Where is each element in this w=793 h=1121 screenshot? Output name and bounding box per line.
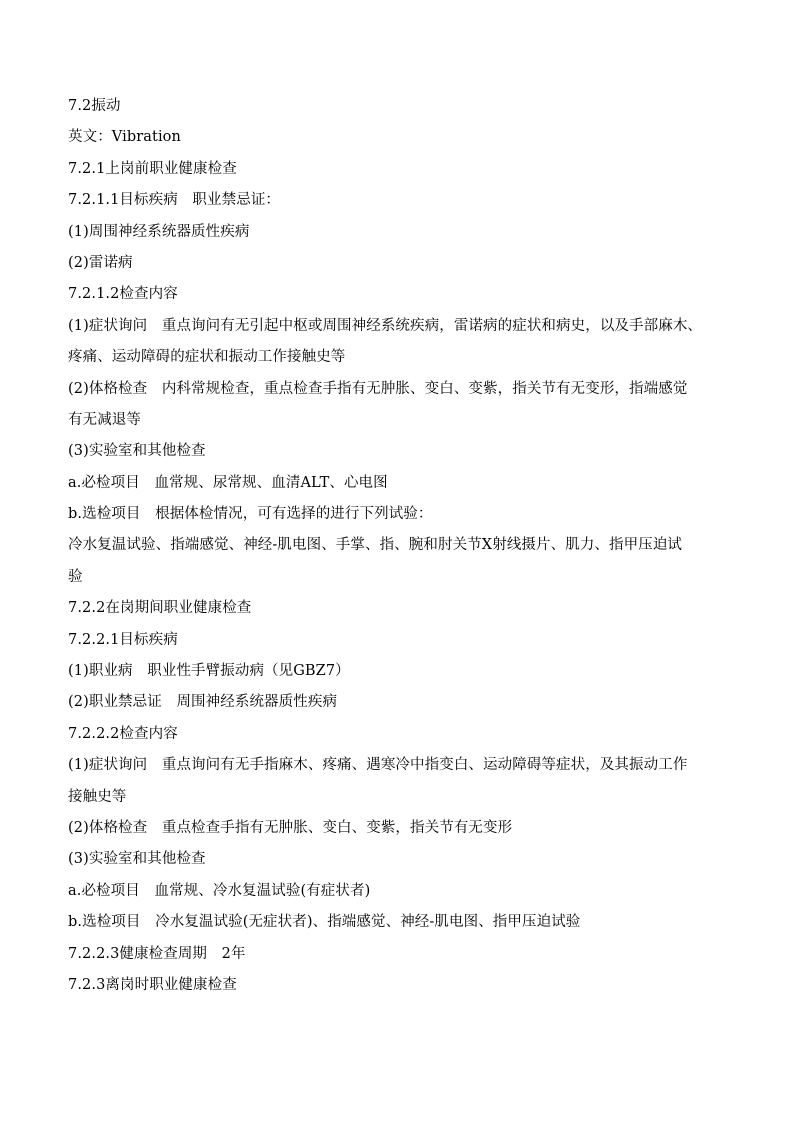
list-item: (2)体格检查 重点检查手指有无肿胀、变白、变紫，指关节有无变形	[68, 819, 513, 836]
section-heading-7-2-1: 7.2.1上岗前职业健康检查	[68, 160, 237, 177]
list-item: b.选检项目 根据体检情况，可有选择的进行下列试验：	[68, 506, 433, 523]
document-body	[68, 91, 743, 1001]
section-heading-7-2-3: 7.2.3离岗时职业健康检查	[68, 976, 237, 993]
list-item: a.必检项目 血常规、尿常规、血清ALT、心电图	[68, 474, 388, 491]
paragraph-line: 疼痛、运动障碍的症状和振动工作接触史等	[68, 349, 346, 366]
paragraph-line: (1)症状询问 重点询问有无手指麻木、疼痛、遇寒冷中指变白、运动障碍等症状，及其振动工作	[68, 757, 688, 774]
section-heading-7-2: 7.2振动	[68, 98, 121, 114]
list-item: (2)雷诺病	[68, 254, 133, 271]
section-heading-7-2-2-2: 7.2.2.2检查内容	[68, 725, 178, 742]
paragraph-line: (2)体格检查 内科常规检查，重点检查手指有无肿胀、变白、变紫，指关节有无变形，指端感觉	[68, 380, 688, 397]
paragraph-line: 接触史等	[68, 788, 127, 805]
paragraph-line: 有无减退等	[68, 411, 141, 428]
section-heading-7-2-2-1: 7.2.2.1目标疾病	[68, 631, 178, 648]
section-heading-7-2-2-3: 7.2.2.3健康检查周期 2年	[68, 945, 246, 962]
list-item: a.必检项目 血常规、冷水复温试验(有症状者)	[68, 882, 371, 899]
section-heading-7-2-2: 7.2.2在岗期间职业健康检查	[68, 600, 252, 617]
list-item: (3)实验室和其他检查	[68, 443, 206, 460]
paragraph-line: 验	[68, 568, 83, 585]
list-item: (1)周围神经系统器质性疾病	[68, 223, 250, 240]
paragraph-line: 冷水复温试验、指端感觉、神经-肌电图、手掌、指、腕和肘关节X射线摄片、肌力、指甲压迫试	[68, 537, 683, 554]
list-item: (2)职业禁忌证 周围神经系统器质性疾病	[68, 694, 338, 711]
english-name: 英文：Vibration	[68, 129, 181, 146]
list-item: b.选检项目 冷水复温试验(无症状者)、指端感觉、神经-肌电图、指甲压迫试验	[68, 914, 581, 931]
list-item: (1)职业病 职业性手臂振动病（见GBZ7）	[68, 663, 350, 680]
list-item: (3)实验室和其他检查	[68, 851, 206, 868]
section-heading-7-2-1-1: 7.2.1.1目标疾病 职业禁忌证：	[68, 192, 281, 209]
section-heading-7-2-1-2: 7.2.1.2检查内容	[68, 286, 178, 303]
paragraph-line: (1)症状询问 重点询问有无引起中枢或周围神经系统疾病，雷诺病的症状和病史，以及手部麻木、	[68, 317, 703, 334]
